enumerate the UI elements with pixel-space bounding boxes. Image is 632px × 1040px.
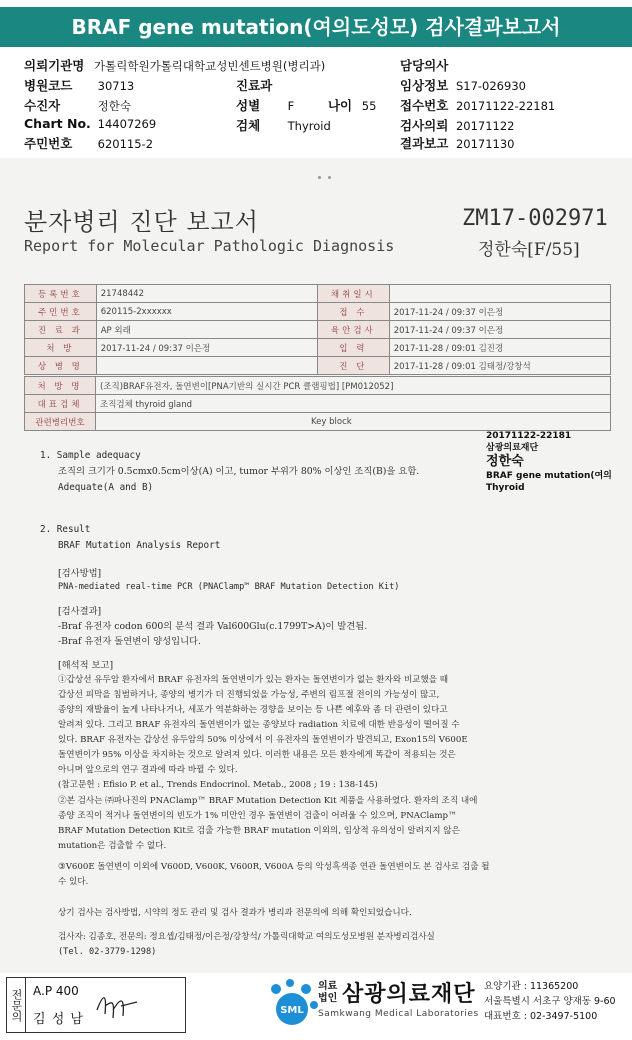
info-value: 2017-11-24 / 09:37 이은정 xyxy=(389,303,610,321)
patient-tag: 정한숙[F/55] xyxy=(478,240,580,260)
info-value: 2017-11-28 / 09:01 김진경 xyxy=(389,339,610,357)
info-value: 2017-11-24 / 09:37 이은정 xyxy=(389,321,610,339)
age-label: 나이 xyxy=(327,98,353,113)
report-title: BRAF gene mutation(여의도성모) 검사결과보고서 xyxy=(0,7,632,47)
clinical-info-value: S17-026930 xyxy=(455,79,526,93)
clinical-info-label: 임상정보 xyxy=(400,78,449,93)
interp-label: [해석적 보고] xyxy=(58,660,114,671)
receipt-value: 20171122-22181 xyxy=(455,99,556,113)
institution-label: 의뢰기관명 xyxy=(24,58,85,73)
hospital-code-row xyxy=(24,76,134,94)
request-label: 검사의뢰 xyxy=(400,118,449,133)
interp-line: ③V600E 돌연변이 이외에 V600D, V600K, V600R, V600A 등의 악성흑색종 연관 돌연변이도 본 검사로 검출 될 xyxy=(58,862,490,872)
org-name: 삼광의료재단 xyxy=(342,982,476,1007)
specimen-value: Thyroid xyxy=(287,119,331,133)
info-label: 진 료 과 xyxy=(25,321,97,339)
rrn-row xyxy=(24,134,153,152)
info-row xyxy=(25,321,611,339)
stamp-line4: BRAF gene mutation(여의 xyxy=(486,471,612,481)
info-value: 620115-2xxxxxx xyxy=(96,303,317,321)
stamp-line1: 20171122-22181 xyxy=(486,431,572,441)
info-row xyxy=(25,303,611,321)
info-label: 상 병 명 xyxy=(25,357,97,375)
rep-specimen-value: 조직검체 thyroid gland xyxy=(96,395,611,413)
interp-line: ①갑상선 유두암 환자에서 BRAF 유전자의 돌연변이가 있는 환자는 돌연변이가 없는 환자와 비교했을 때 xyxy=(58,675,449,685)
sec2-sub: BRAF Mutation Analysis Report xyxy=(58,540,221,551)
order-value: (조직)BRAF유전자, 돌연변이[PNA기반의 실시간 PCR 클램핑법] [PM012052] xyxy=(96,377,611,395)
report-title-ko: 분자병리 진단 보고서 xyxy=(24,208,259,236)
sec2-title: 2. Result xyxy=(40,524,91,535)
specialist-box xyxy=(6,977,186,1033)
rrn-value: 620115-2 xyxy=(97,137,154,151)
hospital-code-label: 병원코드 xyxy=(24,78,73,93)
chart-row xyxy=(24,116,156,131)
info-value xyxy=(96,357,317,375)
info-label: 채취일시 xyxy=(317,285,389,303)
specialist-code: A.P 400 xyxy=(33,984,79,998)
info-label: 진 단 xyxy=(317,357,389,375)
request-row xyxy=(400,116,515,134)
org-prefix: 의료법인 xyxy=(318,981,338,1004)
interp-line: 돌연변이가 95% 이상을 차지하는 것으로 알려져 있다. 이러한 내용은 모든 환자에게 똑같이 적용되는 것은 xyxy=(58,750,456,760)
stamp-line5: Thyroid xyxy=(486,483,525,493)
scan-dots xyxy=(318,176,332,179)
info-label: 입 력 xyxy=(317,339,389,357)
specimen-row xyxy=(236,116,331,134)
sec1-line2: Adequate(A and B) xyxy=(58,482,154,493)
hospital-code-value: 30713 xyxy=(97,79,135,93)
institution-row xyxy=(24,56,325,74)
path-no-label: 관련병리번호 xyxy=(25,413,96,431)
info-table xyxy=(24,284,611,375)
lab-stamp xyxy=(486,430,612,494)
interp-line: 알려져 있다. 그리고 BRAF 유전자의 돌연변이가 없는 종양보다 radiation 치료에 대한 반응성이 떨어질 수 xyxy=(58,720,460,730)
org-en: Samkwang Medical Laboratories xyxy=(318,1009,479,1019)
interp-line: mutation은 검출할 수 없다. xyxy=(58,841,167,851)
stamp-line3: 정한숙 xyxy=(486,454,524,469)
sml-logo-icon xyxy=(264,975,324,1035)
interp-block-2 xyxy=(58,794,477,854)
department-label: 진료과 xyxy=(236,78,273,93)
result-line2: -Braf 유전자 돌연변이 양성입니다. xyxy=(58,636,201,647)
interp-line: BRAF Mutation Detection Kit로 검출 가능한 BRAF mutation 이외의, 임상적 유의성이 알려지지 않은 xyxy=(58,826,460,836)
info-label: 육안검사 xyxy=(317,321,389,339)
order-table xyxy=(24,376,611,431)
tel-text: (Tel. 02-3779-1298) xyxy=(58,947,157,957)
sex-label: 성별 xyxy=(236,98,261,113)
interp-line: 갑상선 피막을 침범하거나, 종양의 병기가 더 진행되었을 가능성, 주변의 림프절 전이의 가능성이 많고, xyxy=(58,690,440,700)
specialist-name: 김 성 남 xyxy=(33,1012,84,1027)
doctor-label: 담당의사 xyxy=(400,58,449,73)
patient-value: 정한숙 xyxy=(97,99,131,113)
report-date-value: 20171130 xyxy=(455,137,515,151)
info-value: AP 외래 xyxy=(96,321,317,339)
interp-block-1 xyxy=(58,673,468,793)
report-date-label: 결과보고 xyxy=(400,136,449,151)
sec1-title: 1. Sample adequacy xyxy=(40,450,141,461)
patient-label: 수진자 xyxy=(24,98,61,113)
order-label: 처 방 명 xyxy=(25,377,96,395)
scanned-report xyxy=(0,158,632,973)
info-value: 2017-11-24 / 09:37 이은정 xyxy=(96,339,317,357)
doctor-row xyxy=(400,56,448,74)
info-row xyxy=(25,339,611,357)
stamp-line2: 삼광의료재단 xyxy=(486,443,539,453)
info-label: 주민번호 xyxy=(25,303,97,321)
receipt-label: 접수번호 xyxy=(400,98,449,113)
care-code: 요양기관 : 11365200 xyxy=(484,981,579,992)
interp-line: ②본 검사는 ㈜파나진의 PNAClamp™ BRAF Mutation Detection Kit 제품을 사용하였다. 환자의 조직 내에 xyxy=(58,796,478,806)
department-row xyxy=(236,76,272,94)
request-value: 20171122 xyxy=(455,119,515,133)
signature-icon xyxy=(93,988,141,1024)
info-row xyxy=(25,285,611,303)
info-label: 처 방 xyxy=(25,339,97,357)
institution-value: 가톨릭학원가톨릭대학교성빈센트병원(병리과) xyxy=(94,59,326,73)
info-value xyxy=(389,285,610,303)
interp-line: 종양 조직이 적거나 돌연변이의 빈도가 1% 미만인 경우 돌연변이 검출이 어려울 수 있으며, PNAClamp™ xyxy=(58,811,457,821)
specimen-label: 검체 xyxy=(236,118,261,133)
phone: 대표번호 : 02-3497-5100 xyxy=(484,1011,598,1022)
age-value: 55 xyxy=(361,99,377,113)
patient-row xyxy=(24,96,131,114)
info-value: 21748442 xyxy=(96,285,317,303)
footer xyxy=(0,973,632,1040)
interp-block-3 xyxy=(58,860,490,890)
org-contact xyxy=(484,979,616,1024)
rrn-label: 주민번호 xyxy=(24,136,73,151)
receipt-row xyxy=(400,96,555,114)
sex-row xyxy=(236,96,376,114)
method-value: PNA-mediated real-time PCR (PNAClamp™ BRAF Mutation Detection Kit) xyxy=(58,582,400,592)
interp-line: 수 있다. xyxy=(58,877,89,887)
signers-text: 검사자: 김종호, 전문의: 정요셉/김태정/이은정/강창석/ 가톨릭대학교 여의도성모병원 분자병리검사실 xyxy=(58,932,435,942)
specialist-label: 전문의 xyxy=(7,978,26,1032)
info-row xyxy=(25,357,611,375)
info-label: 등록번호 xyxy=(25,285,97,303)
chart-value: 14407269 xyxy=(97,117,157,131)
method-label: [검사방법] xyxy=(58,568,102,579)
interp-line: (참고문헌 : Efisio P. et al., Trends Endocrinol. Metab., 2008 ; 19 : 138-145) xyxy=(58,780,378,790)
result-line1: -Braf 유전자 codon 600의 분석 결과 Val600Glu(c.1799T>A)이 발견됨. xyxy=(58,621,368,632)
closing-text: 상기 검사는 검사방법, 시약의 정도 관리 및 검사 결과가 병리과 전문의에 의해 확인되었습니다. xyxy=(58,908,412,918)
interp-line: 있다. BRAF 유전자는 갑상선 유두암의 50% 이상에서 이 유전자의 돌연변이가 발견되고, Exon15의 V600E xyxy=(58,735,468,745)
report-title-en: Report for Molecular Pathologic Diagnosis xyxy=(24,237,395,255)
interp-line: 종양의 재발율이 높게 나타나거나, 세포가 역분화하는 경향을 보이는 등 나쁜 예후와 좀 더 관련이 있다고 xyxy=(58,705,448,715)
sec1-line1: 조직의 크기가 0.5cmx0.5cm이상(A) 이고, tumor 부위가 80% 이상인 조직(B)을 요함. xyxy=(58,466,420,477)
rep-specimen-label: 대표검체 xyxy=(25,395,96,413)
info-label: 접 수 xyxy=(317,303,389,321)
interp-line: 아니며 앞으로의 연구 결과에 따라 바뀔 수 있다. xyxy=(58,765,238,775)
key-block: Key block xyxy=(96,413,611,431)
info-value: 2017-11-28 / 09:01 김태정/강창석 xyxy=(389,357,610,375)
result-label: [검사결과] xyxy=(58,606,102,617)
svg-text:SML: SML xyxy=(280,1005,304,1016)
sex-value: F xyxy=(287,99,295,113)
title-bar xyxy=(0,0,632,58)
report-date-row xyxy=(400,134,515,152)
address: 서울특별시 서초구 양재동 9-60 xyxy=(484,996,616,1007)
clinical-info-row xyxy=(400,76,526,94)
chart-label: Chart No. xyxy=(24,116,91,131)
report-id: ZM17-002971 xyxy=(462,206,608,231)
